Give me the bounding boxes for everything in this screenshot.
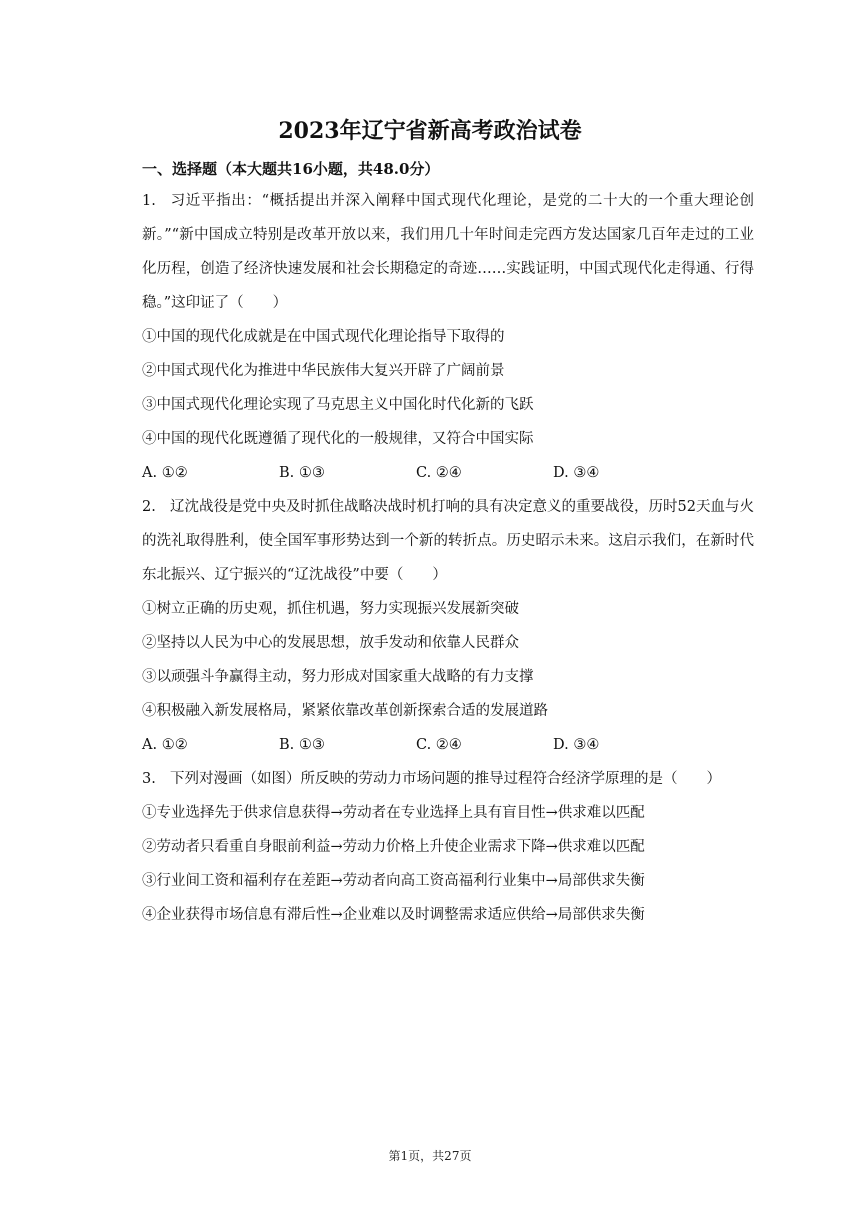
statement: ①中国的现代化成就是在中国式现代化理论指导下取得的	[142, 329, 505, 345]
section-heading: 一、选择题（本大题共16小题，共48.0分）	[142, 160, 440, 178]
choice-b: B. ①③	[279, 737, 325, 753]
question-number: 3.	[142, 771, 156, 787]
choice-d: D. ③④	[553, 465, 600, 481]
page-title: 2023年辽宁省新高考政治试卷	[278, 118, 582, 144]
statement: ②坚持以人民为中心的发展思想，放手发动和依靠人民群众	[142, 635, 519, 651]
question-stem	[142, 184, 754, 320]
statement: ③行业间工资和福利存在差距→劳动者向高工资高福利行业集中→局部供求失衡	[142, 873, 645, 889]
question-number: 2.	[142, 499, 156, 515]
statement: ④中国的现代化既遵循了现代化的一般规律，又符合中国实际	[142, 431, 534, 447]
statement: ③以顽强斗争赢得主动，努力形成对国家重大战略的有力支撑	[142, 669, 534, 685]
statement: ②中国式现代化为推进中华民族伟大复兴开辟了广阔前景	[142, 363, 505, 379]
choice-a: A. ①②	[142, 737, 188, 753]
question-1	[142, 184, 754, 490]
question-stem	[142, 490, 754, 592]
statement: ②劳动者只看重自身眼前利益→劳动力价格上升使企业需求下降→供求难以匹配	[142, 839, 645, 855]
choice-b: B. ①③	[279, 465, 325, 481]
statement: ①树立正确的历史观，抓住机遇，努力实现振兴发展新突破	[142, 601, 519, 617]
answer-choices	[142, 456, 754, 490]
question-3	[142, 762, 754, 932]
question-text: 习近平指出：“概括提出并深入阐释中国式现代化理论，是党的二十大的一个重大理论创新。”“新中国成立特别是改革开放以来，我们用几十年时间走完西方发达国家几百年走过的工业化历程，创造了经济快速发展和社会长期稳定的奇迹……实践证明，中国式现代化走得通、行得稳。”这印证了（ ）	[142, 193, 754, 311]
statement: ④积极融入新发展格局，紧紧依靠改革创新探索合适的发展道路	[142, 703, 548, 719]
answer-choices	[142, 728, 754, 762]
choice-a: A. ①②	[142, 465, 188, 481]
page-footer: 第1页，共27页	[388, 1149, 472, 1163]
statement: ④企业获得市场信息有滞后性→企业难以及时调整需求适应供给→局部供求失衡	[142, 907, 645, 923]
question-2	[142, 490, 754, 762]
choice-c: C. ②④	[416, 465, 462, 481]
questions-list	[142, 184, 754, 932]
choice-c: C. ②④	[416, 737, 462, 753]
statement: ③中国式现代化理论实现了马克思主义中国化时代化新的飞跃	[142, 397, 534, 413]
question-text: 辽沈战役是党中央及时抓住战略决战时机打响的具有决定意义的重要战役，历时52天血与火的洗礼取得胜利，使全国军事形势达到一个新的转折点。历史昭示未来。这启示我们，在新时代东北振兴、辽宁振兴的“辽沈战役”中要（ ）	[142, 499, 754, 583]
question-text: 下列对漫画（如图）所反映的劳动力市场问题的推导过程符合经济学原理的是（ ）	[170, 771, 721, 787]
question-stem	[142, 762, 754, 796]
statement: ①专业选择先于供求信息获得→劳动者在专业选择上具有盲目性→供求难以匹配	[142, 805, 645, 821]
question-number: 1.	[142, 193, 156, 209]
choice-d: D. ③④	[553, 737, 600, 753]
